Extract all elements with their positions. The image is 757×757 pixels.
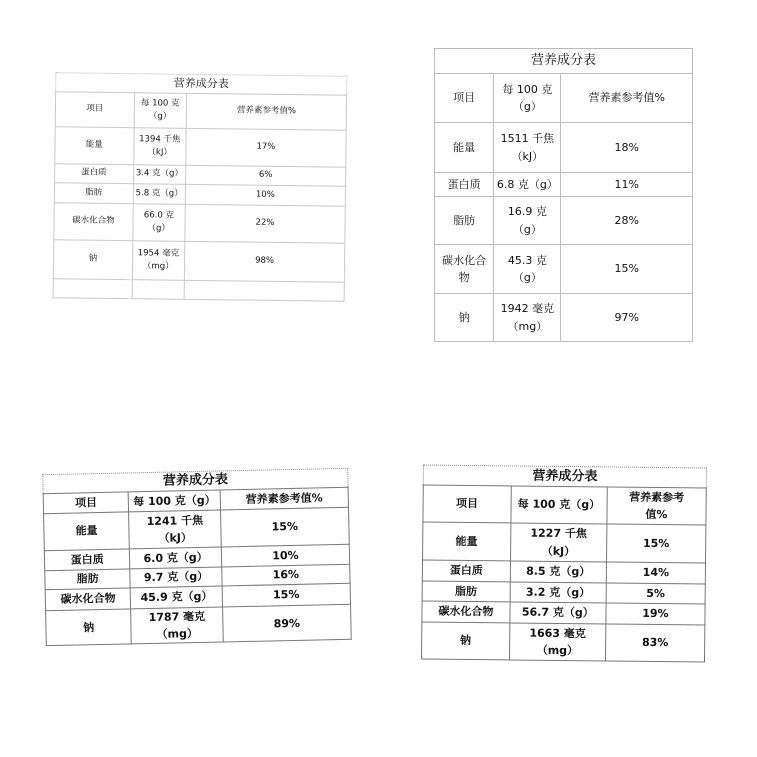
- table-title: 营养成分表: [55, 72, 347, 95]
- row-amount: 1227 千焦 （kJ）: [510, 523, 607, 562]
- row-nrv: 16%: [222, 564, 350, 586]
- header-per-100g: 每 100 克（g）: [511, 486, 608, 524]
- row-item: 能量: [44, 512, 130, 551]
- table-row-sodium: [46, 604, 352, 645]
- table-row-energy: [44, 507, 350, 550]
- nutrition-facts-table: [434, 73, 693, 342]
- nutrition-table-3: [42, 468, 352, 646]
- row-nrv: 5%: [606, 583, 705, 604]
- nutrition-facts-table: [421, 485, 707, 663]
- header-per-100g: 每 100 克 （g）: [134, 93, 187, 129]
- header-nrv: 营养素参考 值%: [607, 487, 706, 525]
- row-item: 钠: [46, 609, 132, 646]
- table-row-energy: [435, 123, 693, 173]
- empty-cell: [184, 280, 344, 301]
- row-amount: 5.8 克（g）: [133, 184, 186, 205]
- empty-cell: [53, 279, 132, 299]
- table-row-protein: [422, 560, 705, 584]
- row-item: 脂肪: [422, 581, 510, 602]
- table-row-sodium: [435, 294, 693, 342]
- row-item: 能量: [423, 522, 511, 561]
- nutrition-table-4: [421, 465, 707, 663]
- row-nrv: 15%: [606, 524, 705, 563]
- row-nrv: 11%: [561, 173, 693, 197]
- header-item: 项目: [55, 92, 134, 128]
- empty-cell: [132, 280, 185, 300]
- row-nrv: 19%: [606, 603, 705, 625]
- header-item: 项目: [423, 485, 511, 523]
- table-row-carbohydrate: [422, 601, 705, 625]
- row-amount: 1241 千焦 （kJ）: [129, 510, 221, 549]
- row-item: 脂肪: [54, 183, 133, 204]
- row-item: 蛋白质: [55, 164, 134, 184]
- row-nrv: 83%: [605, 624, 704, 662]
- row-amount: 8.5 克（g）: [510, 561, 606, 583]
- table-row-protein: [435, 173, 693, 197]
- table-title: 营养成分表: [434, 48, 693, 73]
- row-item: 钠: [421, 622, 509, 660]
- row-amount: 16.9 克 （g）: [494, 197, 561, 245]
- row-item: 碳水化合物: [45, 588, 131, 611]
- row-item: 碳水化合 物: [435, 245, 494, 294]
- row-nrv: 18%: [561, 123, 693, 173]
- table-header-row: [423, 485, 706, 525]
- header-per-100g: 每 100 克（g）: [129, 490, 221, 512]
- row-amount: 6.8 克（g）: [494, 173, 561, 197]
- row-nrv: 15%: [561, 245, 693, 294]
- row-item: 蛋白质: [435, 173, 494, 197]
- table-title: 营养成分表: [423, 465, 707, 488]
- table-row-empty: [53, 279, 344, 302]
- row-amount: 9.7 克（g）: [130, 567, 222, 588]
- row-nrv: 28%: [561, 197, 693, 245]
- row-item: 脂肪: [45, 569, 131, 590]
- table-row-energy: [55, 127, 346, 168]
- row-nrv: 17%: [186, 128, 347, 167]
- table-row-sodium: [53, 240, 344, 283]
- row-amount: 1394 千焦 （kJ）: [133, 128, 186, 166]
- row-item: 钠: [435, 294, 494, 342]
- row-item: 脂肪: [435, 197, 494, 245]
- header-nrv: 营养素参考值%: [561, 74, 693, 123]
- row-amount: 1942 毫克 （mg）: [494, 294, 561, 342]
- row-nrv: 22%: [185, 204, 346, 243]
- header-item: 项目: [43, 492, 129, 514]
- row-nrv: 15%: [220, 507, 349, 547]
- row-item: 能量: [55, 127, 134, 165]
- table-row-carbohydrate: [54, 203, 345, 244]
- table-header-row: [55, 92, 346, 131]
- row-item: 碳水化合物: [422, 601, 510, 623]
- row-amount: 3.4 克（g）: [133, 165, 186, 185]
- row-amount: 1663 毫克 （mg）: [509, 623, 606, 661]
- row-nrv: 98%: [184, 241, 345, 282]
- header-nrv: 营养素参考值%: [186, 93, 346, 130]
- table-row-energy: [423, 522, 706, 563]
- row-nrv: 10%: [221, 544, 350, 567]
- row-amount: 6.0 克（g）: [130, 547, 222, 569]
- row-amount: 45.3 克 （g）: [494, 245, 561, 294]
- row-item: 能量: [435, 123, 494, 173]
- row-nrv: 10%: [185, 184, 345, 206]
- row-amount: 1787 毫克 （mg）: [131, 607, 223, 644]
- row-amount: 1511 千焦 （kJ）: [494, 123, 561, 173]
- nutrition-table-2: [434, 48, 693, 342]
- table-title: 营养成分表: [42, 468, 348, 493]
- row-nrv: 14%: [606, 562, 705, 584]
- table-row-sodium: [421, 622, 704, 662]
- row-nrv: 15%: [222, 583, 351, 607]
- row-nrv: 6%: [185, 165, 345, 186]
- table-row-fat: [435, 197, 693, 245]
- row-nrv: 97%: [561, 294, 693, 342]
- nutrition-facts-table: [53, 91, 348, 302]
- row-amount: 45.9 克（g）: [131, 586, 223, 609]
- row-amount: 3.2 克（g）: [510, 582, 606, 603]
- row-amount: 1954 毫克 （mg）: [132, 241, 185, 281]
- header-nrv: 营养素参考值%: [220, 487, 349, 510]
- row-item: 钠: [53, 240, 132, 280]
- row-nrv: 89%: [222, 604, 351, 642]
- header-item: 项目: [435, 74, 494, 123]
- nutrition-table-1: [53, 72, 348, 302]
- row-amount: 56.7 克（g）: [510, 602, 606, 624]
- row-item: 蛋白质: [422, 560, 510, 582]
- nutrition-facts-table: [43, 487, 352, 646]
- header-per-100g: 每 100 克 （g）: [494, 74, 561, 123]
- table-row-carbohydrate: [435, 245, 693, 294]
- row-item: 蛋白质: [44, 549, 130, 571]
- table-header-row: [435, 74, 693, 123]
- row-item: 碳水化合物: [54, 203, 133, 241]
- row-amount: 66.0 克 （g）: [132, 204, 185, 242]
